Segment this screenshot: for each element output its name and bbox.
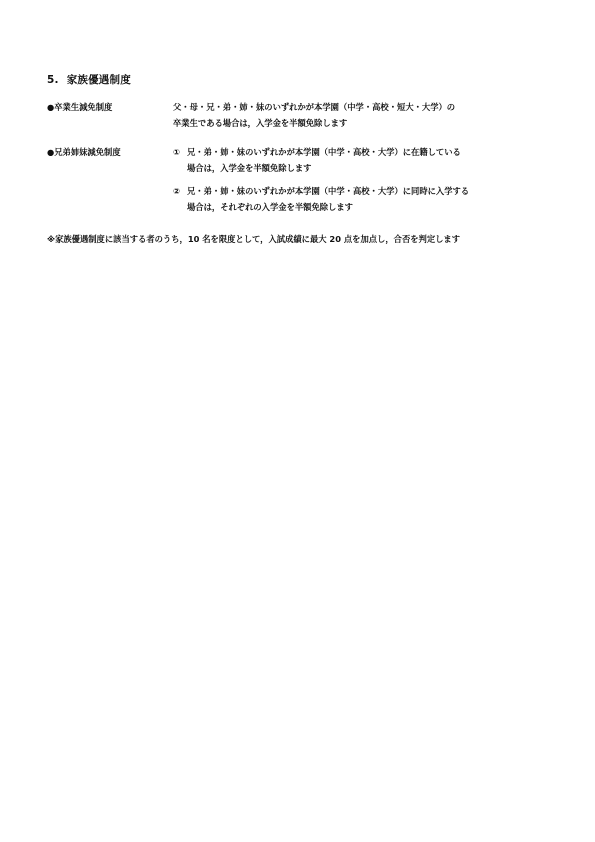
description-line: 父・母・兄・弟・姉・妹のいずれかが本学園（中学・高校・短大・大学）の (173, 102, 456, 112)
description-line: 卒業生である場合は，入学金を半額免除します (173, 118, 348, 128)
policy-description (173, 99, 553, 131)
description-line: 兄・弟・姉・妹のいずれかが本学園（中学・高校・大学）に在籍している (187, 147, 461, 157)
item-marker: ② (173, 186, 181, 196)
list-item (173, 144, 553, 176)
list-item (173, 183, 553, 215)
section-heading (47, 72, 131, 87)
policy-name: ●兄弟姉妹減免制度 (47, 147, 121, 157)
description-line: 場合は，入学金を半額免除します (187, 163, 312, 173)
section-title: 家族優遇制度 (66, 74, 131, 86)
item-marker: ① (173, 147, 181, 157)
footnote: ※家族優遇制度に該当する者のうち，10 名を限度として，入試成績に最大 20 点を加点し，合否を判定します (47, 234, 461, 244)
description-line: 場合は，それぞれの入学金を半額免除します (187, 202, 353, 212)
section-number: 5. (47, 74, 59, 86)
policy-description (173, 144, 553, 222)
description-line: 兄・弟・姉・妹のいずれかが本学園（中学・高校・大学）に同時に入学する (187, 186, 470, 196)
policy-name: ●卒業生減免制度 (47, 102, 113, 112)
